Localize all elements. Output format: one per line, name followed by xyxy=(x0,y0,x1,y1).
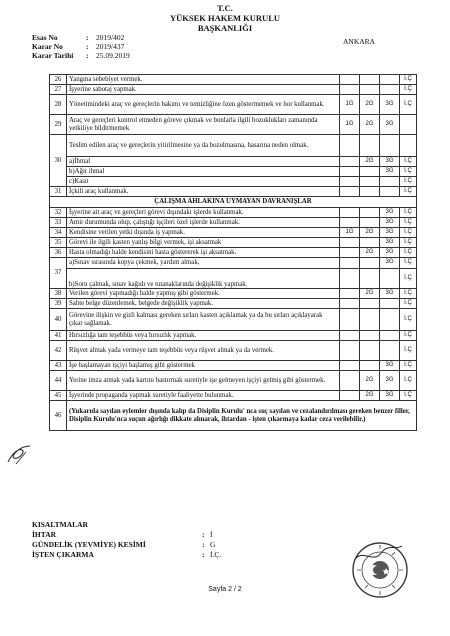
table-row: b)Soru çalmak, sınav kağıdı ve tutanaklarında değişiklik yapmak. İ.Ç xyxy=(50,269,417,289)
table-row: 46 (Yukarıda sayılan eylemler dışında kalıp da Disiplin Kurulu' nca suç sayılan ve cezalandırılması gereken benzer filler, Disiplin Kurulu'nca suçun ağırlığı dikkate alınarak, ihtardan - işten çıkarmaya kadar ceza verilebilir.) xyxy=(50,401,417,431)
table-row: 31 İçkili araç kullanmak. İ.Ç xyxy=(50,187,417,197)
table-row: 26 Yangına sebebiyet vermek. İ.Ç xyxy=(50,75,417,85)
table-row: 32 İşyerine ait araç ve gereçleri görevi dışındaki işlerde kullanmak. 3G İ.Ç xyxy=(50,208,417,218)
table-row: 42 Rüşvet almak yada vermeye tam teşebbüs veya rüşvet almak ya da vermek. İ.Ç xyxy=(50,341,417,361)
table-row: 38 Verilen görevi yapmadığı halde yapmış gibi göstermek. 2G 3G İ.Ç xyxy=(50,289,417,299)
table-row: 44 Yerine imza atmak yada kartını bastırmak suretiyle işe gelmeyen işçiyi gelmiş gibi göstermek. 2G 3G İ.Ç xyxy=(50,371,417,391)
abbr-title: KISALTMALAR xyxy=(32,520,88,529)
header-line-tc: T.C. xyxy=(217,3,233,13)
section-title: ÇALIŞMA AHLAKINA UYMAYAN DAVRANIŞLAR xyxy=(50,197,417,208)
table-row: 43 İşe başlamayan işçiyi başlamış gibi göstermek 3G İ.Ç xyxy=(50,361,417,371)
table-row: 41 Hırsızlığa tam teşebbüs veya hırsızlık yapmak. İ.Ç xyxy=(50,331,417,341)
table-row: 37 a)Sınav sırasında kopya çekmek, yardım almak, 3G İ.Ç xyxy=(50,258,417,269)
table-row: 30 Teslim edilen araç ve gereçlerin yitirilmesine ya da bozulmasına, hasarına neden olmak. xyxy=(50,135,417,157)
table-row: 45 İşyerinde propaganda yapmak suretiyle faaliyette bulunmak. 2G 3G İ.Ç xyxy=(50,391,417,401)
abbr-item-isten-cikarma: İŞTEN ÇIKARMA : İ.Ç. xyxy=(32,550,222,559)
table-row: b)Ağır ihmal 3G İ.Ç xyxy=(50,167,417,177)
section-heading-row xyxy=(50,197,417,208)
table-row: 40 Görevine ilişkin ve gizli kalması gereken sırları kasten açıklamak ya da bu sırları açıklayarak çıkar sağlamak. İ.Ç xyxy=(50,309,417,331)
handwritten-signature-mark xyxy=(4,442,36,468)
header-line-institution: YÜKSEK HAKEM KURULU xyxy=(169,13,281,23)
table-row: 34 Kendisine verilen yetki dışında iş yapmak. 1G 2G 3G İ.Ç xyxy=(50,228,417,238)
meta-karar-no: Karar No : 2019/437 xyxy=(32,42,125,51)
abbr-item-gundelik: GÜNDELİK (YEVMİYE) KESİMİ : G xyxy=(32,540,216,549)
page-number: Sayfa 2 / 2 xyxy=(208,586,242,593)
official-seal-stamp xyxy=(350,540,410,600)
table-row: c)Kasıt İ.Ç xyxy=(50,177,417,187)
header-line-department: BAŞKANLIĞI xyxy=(197,23,253,33)
table-row: 35 Görevi ile ilgili kasten yanlış bilgi vermek, işi aksatmak 3G İ.Ç xyxy=(50,238,417,248)
table-row: 28 Yönetimindeki araç ve gereçlerin bakımı ve temizliğine özen göstermemek ve hor kullanmak. 1G 2G 3G İ.Ç xyxy=(50,95,417,115)
discipline-table xyxy=(49,74,417,431)
table-row: 33 Amir durumunda olup, çalıştığı işçileri özel işlerde kullanmak. 3G İ.Ç xyxy=(50,218,417,228)
table-row: 36 Hasta olmadığı halde kendisini hasta göstererek işi aksatmak. 2G 3G İ.Ç xyxy=(50,248,417,258)
table-row: 39 Sahte belge düzenlemek, belgede değişiklik yapmak. İ.Ç xyxy=(50,299,417,309)
table-row: 27 İşyerine sabotaj yapmak. İ.Ç xyxy=(50,85,417,95)
table-row: a)İhmal 2G 3G İ.Ç xyxy=(50,157,417,167)
meta-esas-no: Esas No : 2019/402 xyxy=(32,33,125,42)
abbr-item-ihtar: İHTAR : İ xyxy=(32,530,213,539)
table-row: 29 Araç ve gereçleri kontrol etmeden göreve çıkmak ve bunlarla ilgili bozuklukları zamanında yetkiliye bildirmemek 1G 2G 3G xyxy=(50,115,417,135)
meta-karar-tarihi: Karar Tarihi : 25.09.2019 xyxy=(32,51,130,60)
city: ANKARA xyxy=(343,37,376,46)
